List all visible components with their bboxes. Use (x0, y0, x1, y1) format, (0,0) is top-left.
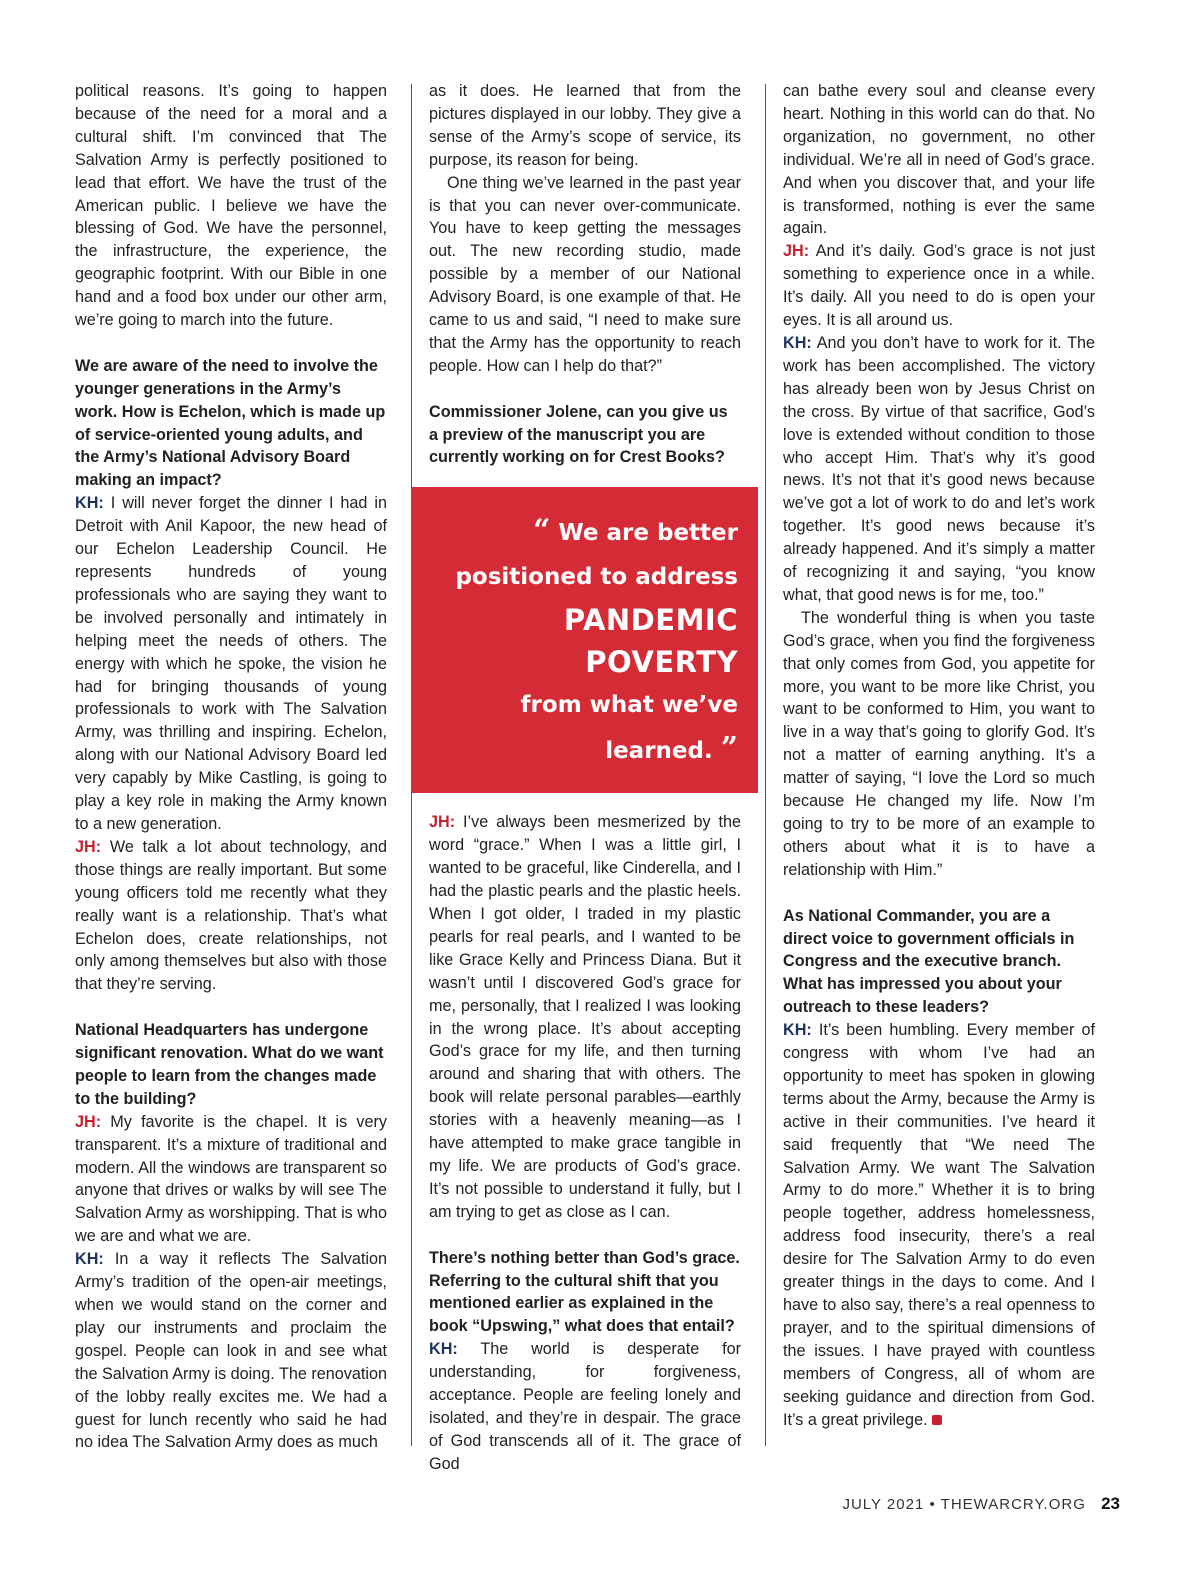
pull-quote-line (427, 509, 738, 555)
interview-answer (783, 332, 1095, 607)
pull-quote-line (427, 727, 738, 773)
article-column-1 (75, 80, 387, 1454)
interview-answer (783, 240, 1095, 332)
speaker-label: KH: (783, 1021, 812, 1040)
speaker-label: JH: (783, 242, 810, 261)
interview-question: As National Commander, you are a direct voice to government officials in Congress and the executive branch. What has impressed you about your outreach to these leaders? (783, 906, 1075, 1017)
interview-answer (783, 1019, 1095, 1431)
answer-text: I’ve always been mesmerized by the word “grace.” When I was a little girl, I wanted to be graceful, like Cinderella, and I had the plastic pearls and the plastic heels. When I got older, I traded in my plastic pearls for real pearls, and I wanted to be like Grace Kelly and Princess Diana. But it wasn’t until I discovered God’s grace for me, personally, that I realized I was looking in the wrong place. It’s about accepting God’s grace for my life, and then turning around and sharing that with others. The book will relate personal parables—earthly stories with a heavenly meaning—as I have attempted to make grace tangible in my life. We are products of God’s grace. It’s not possible to understand it fully, but I am trying to get as close as I can. (429, 813, 741, 1221)
interview-question: There’s nothing better than God’s grace. Referring to the cultural shift that you mentioned earlier as explained in the book “Upswing,” what does that entail? (429, 1248, 740, 1336)
answer-text: And you don’t have to work for it. The work has been accomplished. The victory has already been won by Jesus Christ on the cross. By virtue of that sacrifice, God’s love is extended without condition to those who accept Him. That’s why it’s good news. It’s not that it’s good news because we’ve got a lot of work to do and let’s work together. It’s good news because it’s already happened. And it’s simply a matter of recognizing it and saying, “you know what, that good news is for me, too.” (783, 333, 1095, 604)
interview-question: We are aware of the need to involve the younger generations in the Army’s work. How is Echelon, which is made up of service-oriented young adults, and the Army’s National Advisory Board making an impact? (75, 356, 386, 490)
pull-quote-text: learned. (605, 738, 713, 765)
page-number: 23 (1101, 1494, 1120, 1513)
answer-text: In a way it reflects The Salvation Army’s tradition of the open-air meetings, when we would stand on the corner and play our instruments and proclaim the gospel. People can look in and see what the Salvation Army is doing. The renovation of the lobby really excites me. We had a guest for lunch recently who said he had no idea The Salvation Army does as much (75, 1250, 387, 1452)
footer-bullet: • (929, 1496, 936, 1513)
pull-quote-line: from what we’ve (520, 692, 738, 719)
pull-quote (411, 487, 758, 793)
interview-answer (429, 1338, 741, 1475)
speaker-label: JH: (75, 1112, 102, 1131)
article-column-3 (783, 80, 1095, 1431)
speaker-label: KH: (75, 494, 104, 513)
interview-answer (75, 836, 387, 996)
answer-text: And it’s daily. God’s grace is not just something to experience once in a while. It’s daily. All you need to do is open your eyes. It is all around us. (783, 242, 1095, 330)
pull-quote-text: We are better (558, 520, 738, 547)
speaker-label: JH: (75, 837, 102, 856)
open-quote-mark: “ (533, 513, 551, 549)
interview-question: National Headquarters has undergone significant renovation. What do we want people to learn from the changes made to the building? (75, 1021, 384, 1108)
answer-text: We talk a lot about technology, and those things are really important. But some young officers told me recently what they really want is a relationship. That’s what Echelon does, create relationships, not only among themselves but also with those that they’re serving. (75, 837, 387, 994)
paragraph: political reasons. It’s going to happen because of the need for a moral and a cultural shift. I’m convinced that The Salvation Army is perfectly positioned to lead that effort. We have the trust of the American public. I believe we have the blessing of God. We have the personnel, the infrastructure, the experience, the geographic footprint. With our Bible in one hand and a food box under our other arm, we’re going to march into the future. (75, 82, 387, 330)
column-rule (765, 84, 766, 1446)
interview-answer (75, 492, 387, 836)
page-footer (842, 1494, 1120, 1514)
website: THEWARCRY.ORG (940, 1496, 1086, 1513)
end-of-article-icon (932, 1415, 942, 1425)
answer-text: I will never forget the dinner I had in Detroit with Anil Kapoor, the new head of our Echelon Leadership Council. He represents hundreds of young professionals who are saying they want to be involved personally and intimately in helping meet the needs of others. The energy with which he spoke, the vision he had for bringing thousands of young professionals to work with The Salvation Army, was thrilling and inspiring. Echelon, along with our National Advisory Board led very capably by Mike Castling, is going to play a key role in making the Army known to a new generation. (75, 494, 387, 833)
close-quote-mark: ” (720, 731, 738, 767)
paragraph: as it does. He learned that from the pictures displayed in our lobby. They give a sense of the Army’s scope of service, its purpose, its reason for being. (429, 82, 741, 169)
issue-date: JULY 2021 (842, 1496, 925, 1513)
speaker-label: KH: (783, 333, 812, 352)
interview-answer (429, 811, 741, 1223)
speaker-label: JH: (429, 813, 456, 832)
interview-question: Commissioner Jolene, can you give us a preview of the manuscript you are currently working on for Crest Books? (429, 402, 728, 467)
speaker-label: KH: (429, 1340, 458, 1359)
paragraph: One thing we’ve learned in the past year is that you can never over-communicate. You have to keep getting the messages out. The new recording studio, made possible by a member of our National Advisory Board, is one example of that. He came to us and said, “I need to make sure that the Army has the opportunity to reach people. How can I help do that?” (429, 173, 741, 375)
paragraph: can bathe every soul and cleanse every heart. Nothing in this world can do that. No organization, no government, no other individual. We’re all in need of God’s grace. And when you discover that, and your life is transformed, nothing is ever the same again. (783, 82, 1095, 238)
pull-quote-highlight: PANDEMIC POVERTY (563, 603, 738, 680)
speaker-label: KH: (75, 1250, 104, 1269)
answer-text: It’s been humbling. Every member of congress with whom I’ve had an opportunity to meet has spoken in glowing terms about the Army, because the Army is active in their communities. I’ve heard it said frequently that “We need The Salvation Army. We want The Salvation Army to do more.” Whether it is to bring people together, address homelessness, address food insecurity, there’s a real desire for The Salvation Army to do even greater things in the days to come. And I have to also say, there’s a real openness to prayer, and to the spiritual dimensions of the issues. I have prayed with countless members of Congress, all of whom are seeking guidance and direction from God. It’s a great privilege. (783, 1021, 1095, 1429)
interview-answer (75, 1248, 387, 1454)
answer-text: My favorite is the chapel. It is very transparent. It’s a mixture of traditional and modern. All the windows are transparent so anyone that drives or walks by will see The Salvation Army as worshipping. That is who we are and what we are. (75, 1112, 387, 1246)
interview-answer (75, 1111, 387, 1248)
paragraph: The wonderful thing is when you taste God’s grace, when you find the forgiveness that only comes from God, you appetite for more, you want to be more like Christ, you want to be conformed to Him, you want to live in a way that’s going to glorify God. It’s not a matter of earning anything. It’s a matter of saying, “I love the Lord so much because He changed my life. Now I’m going to try to be more of an example to others about what it is to have a relationship with Him.” (783, 608, 1095, 879)
answer-text: The world is desperate for understanding, for forgiveness, acceptance. People are feeling lonely and isolated, and they’re in despair. The grace of God transcends all of it. The grace of God (429, 1340, 741, 1473)
pull-quote-line: positioned to address (455, 564, 738, 591)
article-column-2 (429, 80, 741, 1476)
